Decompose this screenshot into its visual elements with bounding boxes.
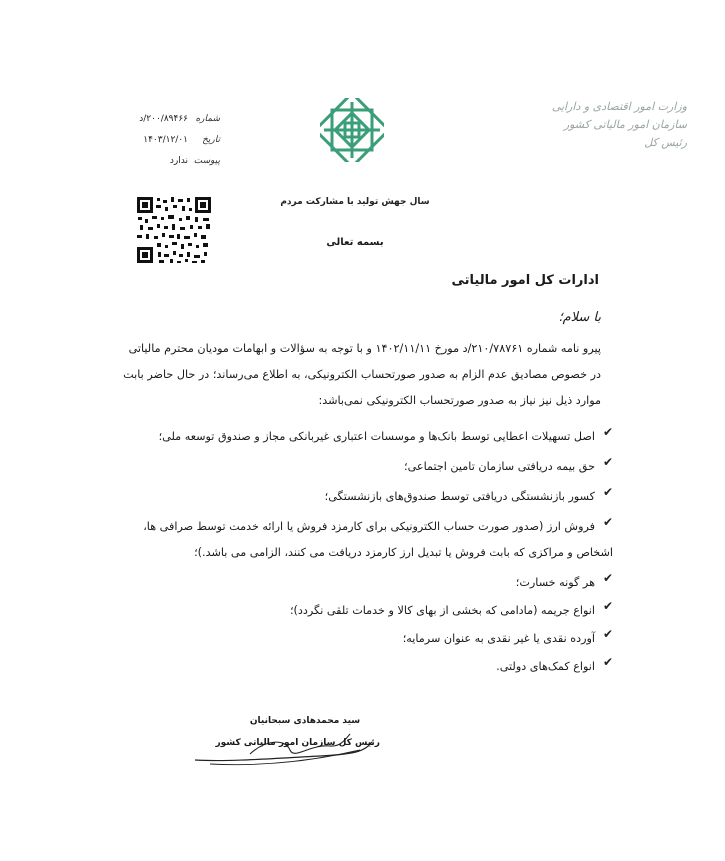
number-label: شماره xyxy=(195,113,220,124)
list-item: ✔ کسور بازنشستگی دریافتی توسط صندوق‌های بازنشستگی؛ xyxy=(324,485,613,503)
check-icon: ✔ xyxy=(602,655,613,669)
tax-organization-logo xyxy=(320,98,384,162)
paragraph-line: پیرو نامه شماره ۲۱۰/۷۸۷۶۱/د مورخ ۱۴۰۲/۱۱/۱۱ و با توجه به سؤالات و ابهامات مودیان محترم مالیاتی xyxy=(128,342,601,355)
number-value: ۲۰۰/۸۹۴۶۶/د xyxy=(139,113,188,124)
list-item: ✔ اصل تسهیلات اعطایی توسط بانک‌ها و موسسات اعتباری غیربانکی مجاز و صندوق توسعه ملی؛ xyxy=(158,425,613,443)
meta-date-row xyxy=(110,129,220,150)
qr-code xyxy=(135,195,213,265)
list-item: ✔ هر گونه خسارت؛ xyxy=(515,571,613,589)
list-item: ✔ انواع کمک‌های دولتی. xyxy=(496,655,613,673)
paragraph-line: موارد ذیل نیز نیاز به صدور صورتحساب الکترونیکی نمی‌باشد: xyxy=(318,394,601,407)
meta-attachment-row xyxy=(110,150,220,171)
list-item: ✔ انواع جریمه (مادامی که بخشی از بهای کالا و خدمات تلقی نگردد)؛ xyxy=(289,599,613,617)
date-label: تاریخ xyxy=(202,134,220,145)
list-item: ✔ فروش ارز (صدور صورت حساب الکترونیکی برای کارمزد فروش یا ارائه خدمت توسط صرافی ها، اشخاص و مراکزی که بابت فروش یا تبدیل ارز کارمزد دریافت می کنند، الزامی می باشد.)؛ xyxy=(143,515,613,559)
check-icon: ✔ xyxy=(602,485,613,499)
check-icon: ✔ xyxy=(602,627,613,641)
paragraph-line: در خصوص مصادیق عدم الزام به صدور صورتحساب الکترونیکی، به اطلاع می‌رساند؛ در حال حاضر بابت xyxy=(123,368,601,381)
attachment-label: پیوست xyxy=(193,155,220,166)
letterhead-organization: سازمان امور مالیاتی کشور xyxy=(563,118,687,131)
check-icon: ✔ xyxy=(602,599,613,613)
letter-meta xyxy=(110,108,220,171)
letterhead xyxy=(527,98,687,152)
exemption-list xyxy=(103,424,613,680)
signer-name: سید محمدهادی سبحانیان xyxy=(249,716,361,726)
letterhead-ministry: وزارت امور اقتصادی و دارایی xyxy=(551,100,687,113)
greeting: با سلام؛ xyxy=(558,310,601,325)
intro-paragraph xyxy=(111,336,601,414)
check-icon: ✔ xyxy=(602,515,613,529)
check-icon: ✔ xyxy=(602,455,613,469)
signature-block xyxy=(215,710,380,754)
check-icon: ✔ xyxy=(602,425,613,439)
basmala: بسمه تعالی xyxy=(326,237,384,248)
list-item: ✔ حق بیمه دریافتی سازمان تامین اجتماعی؛ xyxy=(404,455,613,473)
meta-number-row xyxy=(110,108,220,129)
date-value: ۱۴۰۳/۱۲/۰۱ xyxy=(143,134,188,145)
list-item: ✔ آورده نقدی یا غیر نقدی به عنوان سرمایه؛ xyxy=(402,627,613,645)
signer-title: رئیس کل سازمان امور مالیاتی کشور xyxy=(215,738,380,748)
check-icon: ✔ xyxy=(602,571,613,585)
attachment-value: ندارد xyxy=(169,155,188,166)
year-motto: سال جهش تولید با مشارکت مردم xyxy=(280,197,430,207)
letterhead-office: رئیس کل xyxy=(644,136,687,149)
recipient: ادارات کل امور مالیاتی xyxy=(451,273,599,288)
